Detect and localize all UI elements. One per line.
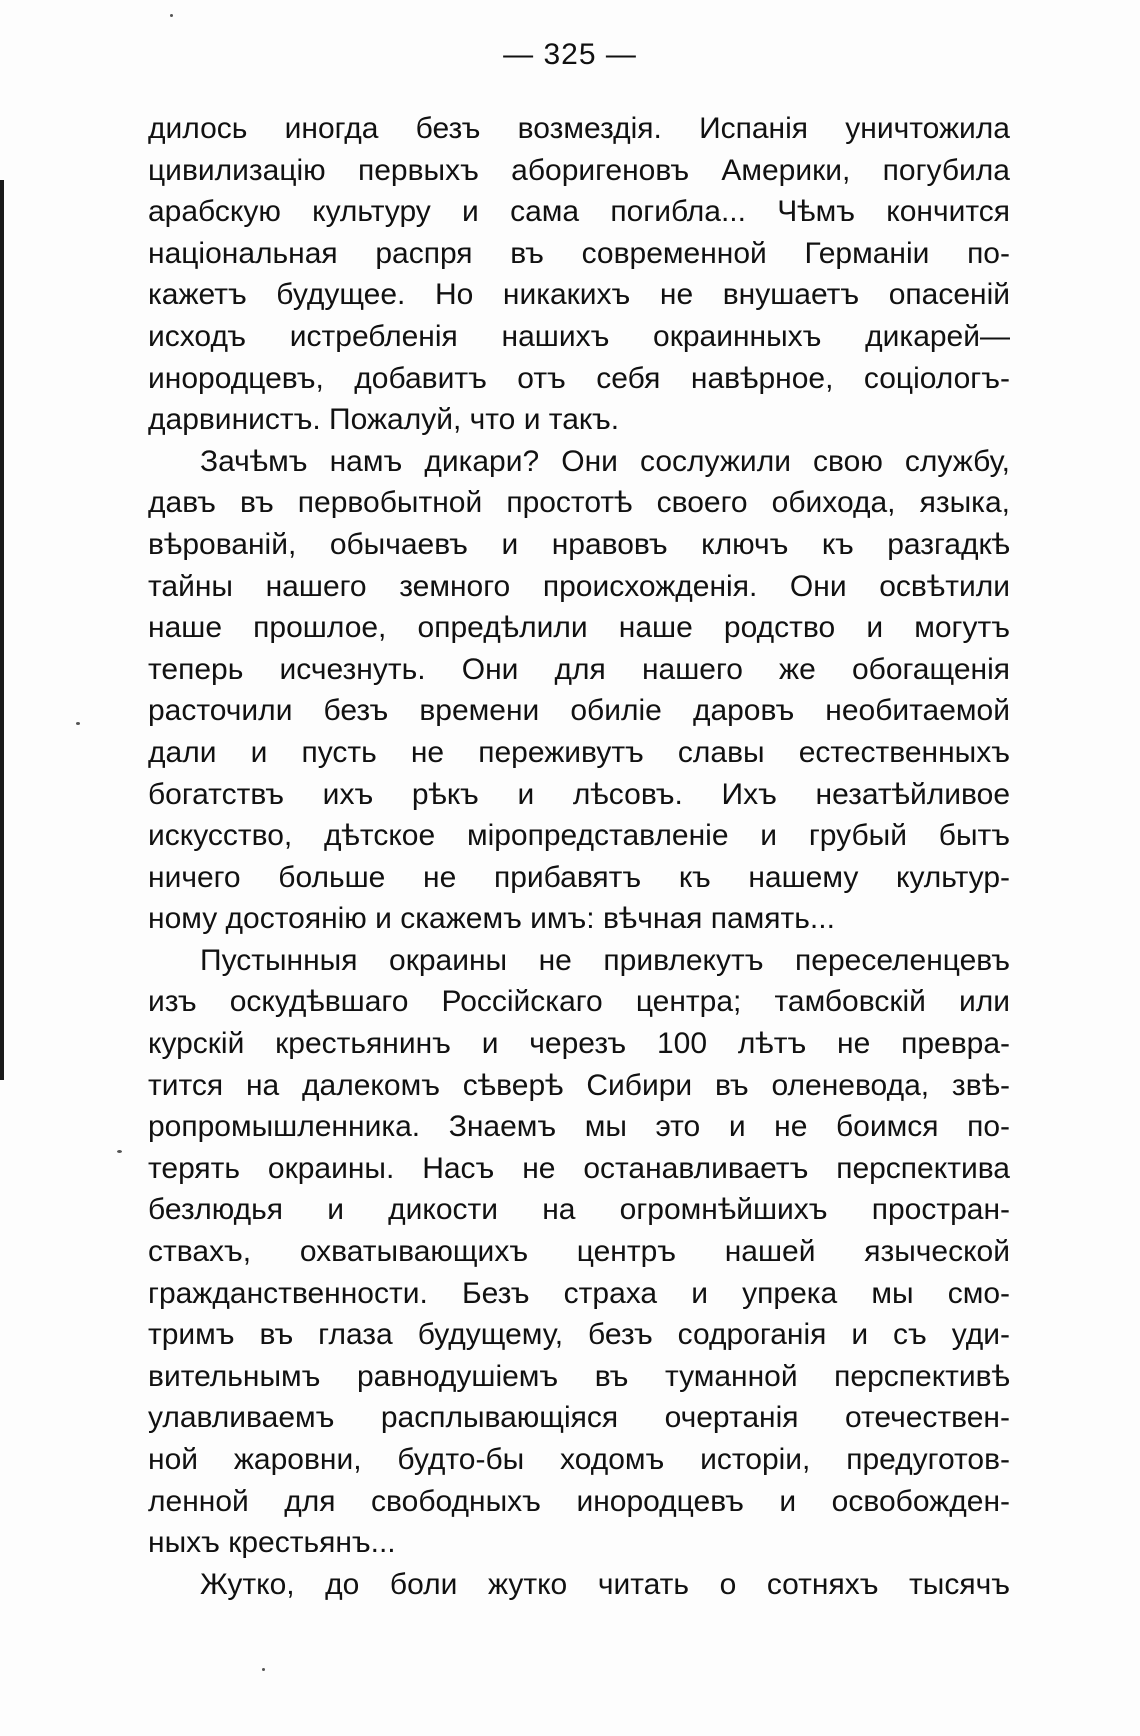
scan-speck [117, 1150, 122, 1153]
text-line: ленной для свободныхъ инородцевъ и освобожден- [148, 1484, 1010, 1518]
text-line: изъ оскудѣвшаго Россійскаго центра; тамбовскій или [148, 985, 1010, 1019]
text-line: арабскую культуру и сама погибла... Чѣмъ кончится [148, 195, 1010, 229]
text-line: ной жаровни, будто-бы ходомъ исторіи, предуготов- [148, 1443, 1010, 1476]
text-line: ничего больше не прибавятъ къ нашему культур- [148, 860, 1010, 894]
paragraph-start-line: Пустынныя окраины не привлекутъ переселенцевъ [200, 943, 1010, 977]
text-line: національная распря въ современной Германіи по- [148, 236, 1010, 270]
text-line: кажетъ будущее. Но никакихъ не внушаетъ опасеній [148, 278, 1010, 312]
text-line: вѣрованій, обычаевъ и нравовъ ключъ къ разгадкѣ [148, 527, 1010, 561]
text-line: улавливаемъ расплывающіяся очертанія отечествен- [148, 1401, 1010, 1435]
body-text [148, 108, 1010, 1605]
text-line: давъ въ первобытной простотѣ своего обихода, языка, [148, 486, 1010, 520]
text-line: ропромышленника. Знаемъ мы это и не боимся по- [148, 1110, 1010, 1144]
text-line: дарвинистъ. Пожалуй, что и такъ. [148, 403, 620, 437]
text-line: расточили безъ времени обиліе даровъ необитаемой [148, 694, 1010, 728]
paragraph-start-line: Жутко, до боли жутко читать о сотняхъ тысячъ [200, 1567, 1010, 1601]
text-line: ныхъ крестьянъ... [148, 1526, 396, 1560]
text-line: тится на далекомъ сѣверѣ Сибири въ оленевода, звѣ- [148, 1068, 1010, 1102]
text-line: теперь исчезнуть. Они для нашего же обогащенія [148, 652, 1010, 686]
text-line: исходъ истребленія нашихъ окраинныхъ дикарей— [148, 319, 1010, 353]
text-line: искусство, дѣтское міропредставленіе и грубый бытъ [148, 819, 1010, 853]
scan-speck [76, 722, 80, 725]
text-line: тримъ въ глаза будущему, безъ содроганія и съ уди- [148, 1318, 1010, 1352]
text-line: богатствъ ихъ рѣкъ и лѣсовъ. Ихъ незатѣйливое [148, 777, 1010, 811]
text-line: ствахъ, охватывающихъ центръ нашей языческой [148, 1235, 1010, 1269]
scan-speck [262, 1668, 265, 1671]
page-number: — 325 — [503, 38, 637, 71]
paragraph-start-line: Зачѣмъ намъ дикари? Они сослужили свою службу, [200, 444, 1010, 478]
text-line: тайны нашего земного происхожденія. Они освѣтили [148, 569, 1010, 603]
text-line: цивилизацію первыхъ аборигеновъ Америки, погубила [148, 153, 1010, 187]
text-line: наше прошлое, опредѣлили наше родство и могутъ [148, 611, 1010, 645]
text-line: курскій крестьянинъ и черезъ 100 лѣтъ не превра- [148, 1027, 1010, 1061]
text-line: дали и пусть не переживутъ славы естественныхъ [148, 735, 1010, 769]
scan-edge-shadow [0, 180, 4, 1080]
text-line: инородцевъ, добавитъ отъ себя навѣрное, соціологъ- [148, 361, 1010, 395]
text-line: гражданственности. Безъ страха и упрека мы смо- [148, 1276, 1010, 1310]
scan-speck [170, 14, 173, 17]
text-line: дилось иногда безъ возмездія. Испанія уничтожила [148, 112, 1010, 145]
text-line: ному достоянію и скажемъ имъ: вѣчная память... [148, 902, 835, 936]
text-line: безлюдья и дикости на огромнѣйшихъ простран- [148, 1193, 1010, 1227]
text-line: терять окраины. Насъ не останавливаетъ перспектива [148, 1151, 1010, 1185]
text-line: вительнымъ равнодушіемъ въ туманной перспективѣ [148, 1359, 1010, 1393]
